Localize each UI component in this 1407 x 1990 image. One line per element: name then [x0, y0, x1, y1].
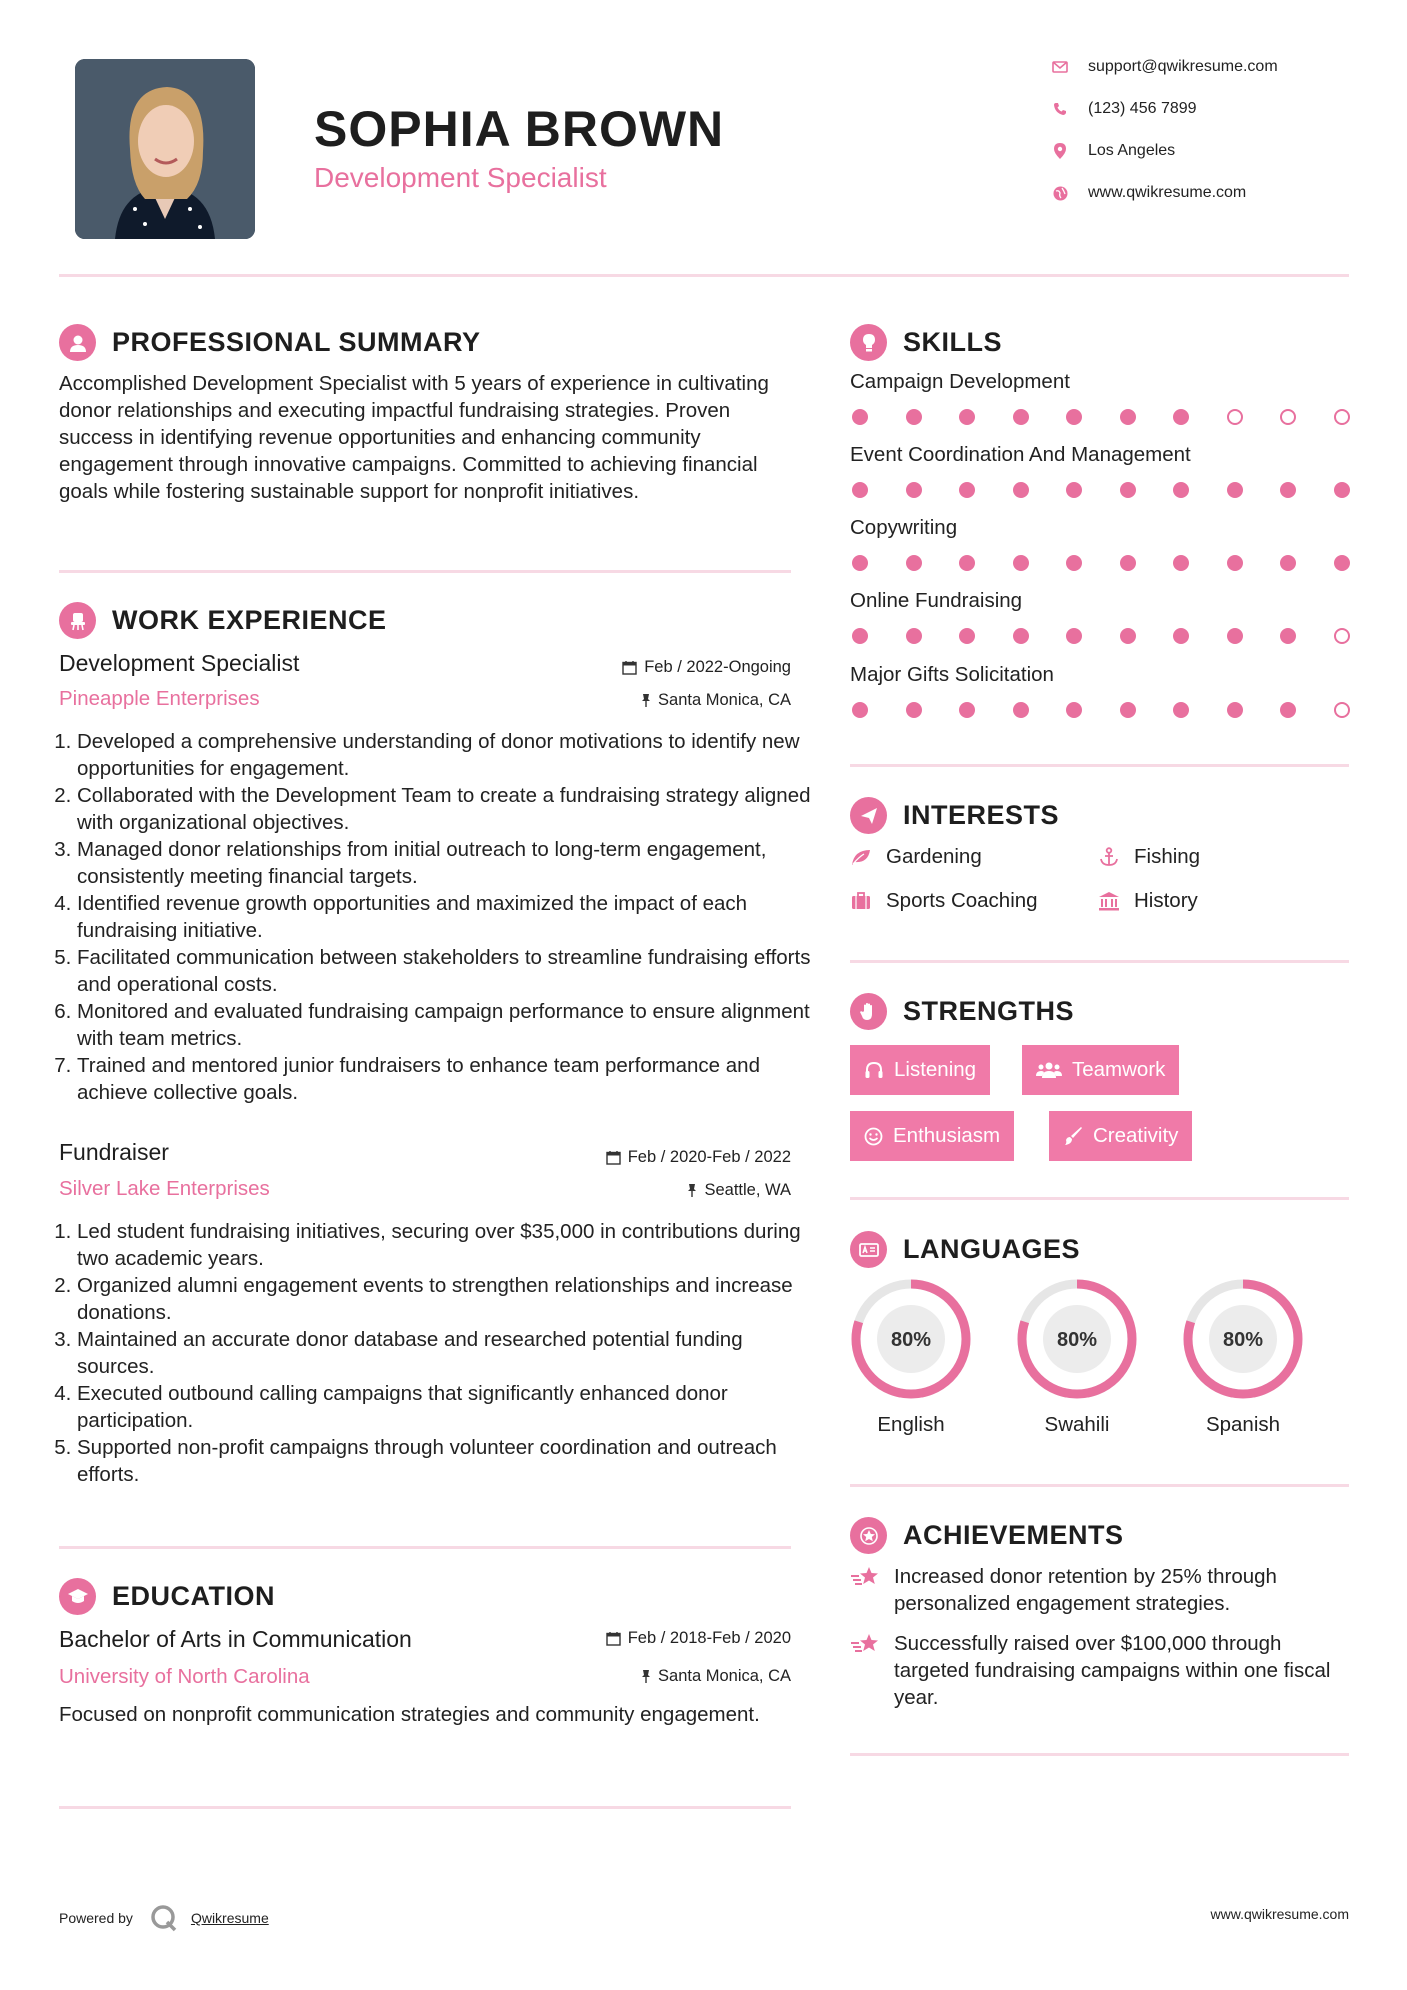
language-item	[1016, 1278, 1138, 1405]
list-item: 7. Trained and mentored junior fundraisers to enhance team performance and achieve collective goals.	[77, 1052, 812, 1106]
skill-dot-filled	[1173, 482, 1189, 498]
skill-dot-filled	[1120, 702, 1136, 718]
skill-dot-filled	[1227, 702, 1243, 718]
language-name: Spanish	[1205, 1413, 1281, 1436]
interests-divider	[850, 960, 1349, 963]
skill-dot-filled	[1334, 555, 1350, 571]
footer-powered	[59, 1903, 269, 1933]
education-location-text: Santa Monica, CA	[658, 1667, 791, 1685]
shooting-star-icon	[850, 1630, 880, 1656]
list-item: 3. Managed donor relationships from initial outreach to long-term engagement, consistently meeting financial targets.	[77, 836, 812, 890]
language-gauge	[1016, 1278, 1138, 1400]
skill-name: Online Fundraising	[850, 589, 1023, 612]
summary-title: PROFESSIONAL SUMMARY	[112, 327, 481, 357]
languages-divider	[850, 1484, 1349, 1487]
achievements-divider	[850, 1753, 1349, 1756]
skill-rating	[852, 409, 1350, 425]
list-item: 2. Organized alumni engagement events to strengthen relationships and increase donations.	[77, 1272, 812, 1326]
interest-label: Sports Coaching	[886, 889, 1038, 912]
skill-dot-filled	[906, 482, 922, 498]
job-2-title: Fundraiser	[59, 1139, 169, 1165]
globe-icon	[1050, 186, 1070, 201]
interest-item	[1098, 889, 1198, 913]
skill-dot-filled	[1066, 628, 1082, 644]
skill-dot-empty	[1334, 409, 1350, 425]
skill-dot-filled	[906, 702, 922, 718]
education-description: Focused on nonprofit communication strategies and community engagement.	[59, 1703, 760, 1726]
job-1-dates	[540, 658, 791, 677]
language-gauge	[1182, 1278, 1304, 1400]
strength-label: Teamwork	[1072, 1058, 1166, 1081]
graduation-icon	[59, 1578, 96, 1615]
strength-label: Enthusiasm	[893, 1124, 1001, 1147]
users-icon	[1036, 1061, 1062, 1079]
skill-dot-filled	[1120, 628, 1136, 644]
location-pin-icon	[1050, 143, 1070, 159]
skill-dot-filled	[852, 409, 868, 425]
skill-dot-empty	[1334, 702, 1350, 718]
lightbulb-icon	[850, 324, 887, 361]
skill-dot-filled	[1013, 482, 1029, 498]
skill-rating	[852, 482, 1350, 498]
skill-dot-filled	[1227, 628, 1243, 644]
contact-website-text: www.qwikresume.com	[1088, 184, 1247, 201]
candidate-role: Development Specialist	[314, 162, 607, 193]
language-card-icon	[850, 1231, 887, 1268]
skill-dot-filled	[1066, 409, 1082, 425]
education-dates-text: Feb / 2018-Feb / 2020	[627, 1629, 791, 1647]
experience-heading	[59, 602, 387, 639]
smile-icon	[864, 1127, 883, 1146]
user-icon	[59, 324, 96, 361]
brand-link[interactable]: Qwikresume	[190, 1910, 269, 1926]
skill-dot-filled	[959, 628, 975, 644]
education-title: EDUCATION	[112, 1581, 275, 1611]
job-2-dates	[540, 1148, 791, 1167]
strength-tag-teamwork	[1022, 1045, 1179, 1095]
skill-dot-filled	[1280, 702, 1296, 718]
skill-dot-empty	[1280, 409, 1296, 425]
interest-item	[850, 889, 1038, 913]
skill-dot-empty	[1334, 628, 1350, 644]
skill-dot-filled	[1120, 555, 1136, 571]
achievement-text: Successfully raised over $100,000 through targeted fundraising campaigns within one fiscal year.	[894, 1632, 1331, 1709]
job-1-location-text: Santa Monica, CA	[658, 691, 791, 709]
skills-heading	[850, 324, 1002, 361]
education-degree: Bachelor of Arts in Communication	[59, 1626, 412, 1652]
job-1-bullets	[59, 728, 812, 1106]
job-2-bullets	[59, 1218, 812, 1488]
skill-name: Copywriting	[850, 516, 958, 539]
header-divider	[59, 274, 1349, 277]
skill-dot-filled	[906, 555, 922, 571]
skill-dot-filled	[1334, 482, 1350, 498]
skill-dot-filled	[1173, 628, 1189, 644]
skill-dot-filled	[906, 409, 922, 425]
job-2-location-text: Seattle, WA	[704, 1181, 791, 1199]
summary-divider	[59, 570, 791, 573]
skill-name: Campaign Development	[850, 370, 1070, 393]
skill-dot-filled	[1173, 555, 1189, 571]
skill-dot-empty	[1227, 409, 1243, 425]
star-badge-icon	[850, 1517, 887, 1554]
interest-label: History	[1134, 889, 1198, 912]
achievement-item	[850, 1630, 1350, 1711]
contact-phone[interactable]	[1050, 100, 1197, 118]
skill-dot-filled	[1066, 482, 1082, 498]
job-1-dates-text: Feb / 2022-Ongoing	[644, 658, 791, 676]
contact-location-text: Los Angeles	[1088, 142, 1176, 159]
list-item: 5. Facilitated communication between stakeholders to streamline fundraising efforts and operational costs.	[77, 944, 812, 998]
job-2-dates-text: Feb / 2020-Feb / 2022	[627, 1148, 791, 1166]
skill-dot-filled	[1013, 702, 1029, 718]
job-1-company: Pineapple Enterprises	[59, 687, 260, 710]
list-item: 1. Led student fundraising initiatives, securing over $35,000 in contributions during two academic years.	[77, 1218, 812, 1272]
skill-dot-filled	[852, 482, 868, 498]
education-heading	[59, 1578, 275, 1615]
briefcase-icon	[850, 892, 872, 910]
skill-dot-filled	[959, 409, 975, 425]
interests-title: INTERESTS	[903, 800, 1060, 830]
interests-heading	[850, 797, 1059, 834]
calendar-icon	[606, 1631, 621, 1646]
experience-divider	[59, 1546, 791, 1549]
bank-icon	[1098, 891, 1120, 911]
education-divider	[59, 1806, 791, 1809]
summary-text: Accomplished Development Specialist with 5 years of experience in cultivating donor relationships and executing impactful fundraising strategies. Proven success in identifying revenue opportunities and enhancing community engagement through innovative campaigns. Committed to achieving financial goals while fostering sustainable support for nonprofit initiatives.	[59, 372, 769, 503]
contact-email[interactable]	[1050, 58, 1278, 76]
email-icon	[1050, 61, 1070, 73]
list-item: 5. Supported non-profit campaigns through volunteer coordination and outreach efforts.	[77, 1434, 812, 1488]
experience-title: WORK EXPERIENCE	[112, 605, 387, 635]
list-item: 3. Maintained an accurate donor database and researched potential funding sources.	[77, 1326, 812, 1380]
skill-dot-filled	[1013, 409, 1029, 425]
skill-dot-filled	[1066, 555, 1082, 571]
list-item: 4. Identified revenue growth opportunities and maximized the impact of each fundraising initiative.	[77, 890, 812, 944]
strength-tag-enthusiasm	[850, 1111, 1014, 1161]
skill-dot-filled	[959, 555, 975, 571]
skill-name: Major Gifts Solicitation	[850, 663, 1054, 686]
language-name: English	[877, 1413, 945, 1436]
job-2-location	[540, 1181, 791, 1200]
achievement-item	[850, 1563, 1350, 1617]
language-percent: 80%	[1056, 1329, 1098, 1351]
skill-dot-filled	[1120, 482, 1136, 498]
list-item: 4. Executed outbound calling campaigns that significantly enhanced donor participation.	[77, 1380, 812, 1434]
skill-rating	[852, 702, 1350, 718]
list-item: 1. Developed a comprehensive understanding of donor motivations to identify new opportunities for engagement.	[77, 728, 812, 782]
calendar-icon	[622, 660, 637, 675]
languages-title: LANGUAGES	[903, 1234, 1081, 1264]
calendar-icon	[606, 1150, 621, 1165]
skill-dot-filled	[1173, 702, 1189, 718]
strength-label: Creativity	[1093, 1124, 1179, 1147]
strengths-divider	[850, 1197, 1349, 1200]
skill-dot-filled	[852, 702, 868, 718]
skill-dot-filled	[906, 628, 922, 644]
job-1-title: Development Specialist	[59, 650, 300, 676]
powered-by-label: Powered by	[59, 1910, 133, 1926]
headphones-icon	[864, 1061, 884, 1079]
footer-url[interactable]: www.qwikresume.com	[1210, 1906, 1349, 1922]
hand-icon	[850, 993, 887, 1030]
qwikresume-logo-icon	[149, 1903, 179, 1933]
skills-divider	[850, 764, 1349, 767]
job-2-company: Silver Lake Enterprises	[59, 1177, 270, 1200]
skill-dot-filled	[1066, 702, 1082, 718]
languages-heading	[850, 1231, 1080, 1268]
language-percent: 80%	[890, 1329, 932, 1351]
leaf-icon	[850, 848, 872, 866]
language-name: Swahili	[1044, 1413, 1110, 1436]
candidate-name: SOPHIA BROWN	[314, 101, 725, 157]
skill-dot-filled	[1013, 555, 1029, 571]
language-item	[1182, 1278, 1304, 1405]
skill-name: Event Coordination And Management	[850, 443, 1191, 466]
strengths-heading	[850, 993, 1074, 1030]
skill-dot-filled	[1280, 555, 1296, 571]
list-item: 2. Collaborated with the Development Team to create a fundraising strategy aligned with organizational objectives.	[77, 782, 812, 836]
skill-dot-filled	[1280, 482, 1296, 498]
skill-dot-filled	[852, 628, 868, 644]
contact-location	[1050, 142, 1175, 160]
education-school: University of North Carolina	[59, 1665, 310, 1688]
achievements-heading	[850, 1517, 1124, 1554]
summary-heading	[59, 324, 481, 361]
skill-rating	[852, 555, 1350, 571]
paintbrush-icon	[1063, 1126, 1083, 1146]
pin-icon	[641, 693, 651, 708]
strengths-title: STRENGTHS	[903, 996, 1075, 1026]
skill-dot-filled	[959, 702, 975, 718]
shooting-star-icon	[850, 1563, 880, 1589]
skill-dot-filled	[1227, 555, 1243, 571]
list-item: 6. Monitored and evaluated fundraising campaign performance to ensure alignment with team metrics.	[77, 998, 812, 1052]
language-gauge	[850, 1278, 972, 1400]
interest-item	[850, 845, 982, 869]
language-item	[850, 1278, 972, 1405]
skills-title: SKILLS	[903, 327, 1003, 357]
education-location	[540, 1667, 791, 1686]
job-1-location	[540, 691, 791, 710]
skill-dot-filled	[1227, 482, 1243, 498]
skill-dot-filled	[1120, 409, 1136, 425]
contact-website[interactable]	[1050, 184, 1246, 202]
skill-dot-filled	[959, 482, 975, 498]
education-dates	[540, 1629, 791, 1648]
strength-tag-listening	[850, 1045, 990, 1095]
skill-rating	[852, 628, 1350, 644]
anchor-icon	[1098, 847, 1120, 867]
achievement-text: Increased donor retention by 25% through personalized engagement strategies.	[894, 1565, 1277, 1615]
profile-photo	[75, 59, 255, 239]
skill-dot-filled	[1280, 628, 1296, 644]
contact-email-text: support@qwikresume.com	[1088, 58, 1278, 75]
skill-dot-filled	[852, 555, 868, 571]
achievements-title: ACHIEVEMENTS	[903, 1520, 1124, 1550]
interest-item	[1098, 845, 1200, 869]
paper-plane-icon	[850, 797, 887, 834]
strength-tag-creativity	[1049, 1111, 1192, 1161]
pin-icon	[687, 1183, 697, 1198]
strength-label: Listening	[894, 1058, 977, 1081]
language-percent: 80%	[1222, 1329, 1264, 1351]
contact-phone-text: (123) 456 7899	[1088, 100, 1197, 117]
interest-label: Gardening	[886, 845, 982, 868]
pin-icon	[641, 1669, 651, 1684]
interest-label: Fishing	[1134, 845, 1201, 868]
briefcase-chair-icon	[59, 602, 96, 639]
skill-dot-filled	[1013, 628, 1029, 644]
phone-icon	[1050, 102, 1070, 116]
skill-dot-filled	[1173, 409, 1189, 425]
